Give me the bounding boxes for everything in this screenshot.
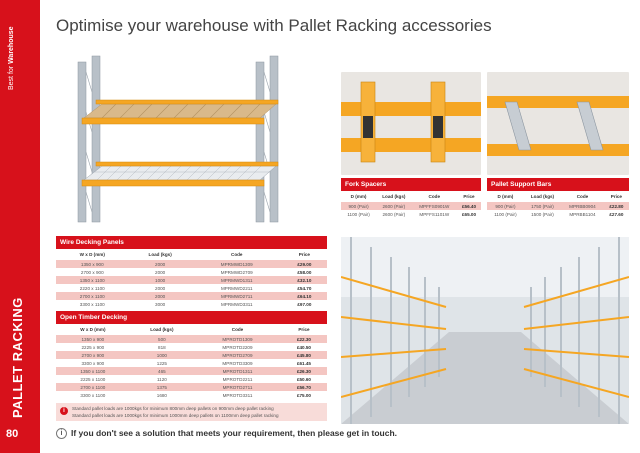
table-row: 1350 x 1100 1000 MPRMWD1311 £32.10 [56,276,327,284]
column-header: D (mm) [341,191,376,202]
note-line: Standard pallet loads are 1000kgs for minimum 1000mm deep pallets on 1100mm deep pallet racking [72,413,279,418]
column-header: Price [457,191,481,202]
sidebar [0,0,40,453]
table-row: 2700 x 1100 2000 MPRMWD2711 £64.10 [56,292,327,300]
table-heading: Wire Decking Panels [56,236,327,249]
column-header: Load (kgs) [130,324,194,335]
column-header: Code [194,324,281,335]
column-header: Price [281,324,327,335]
table-row: 900 (Pair) 2600 (Pair) MPFFS0901W £56.40 [341,202,481,210]
table-row: 2220 x 1100 2000 MPRMWD2211 £54.70 [56,284,327,292]
page-title: Optimise your warehouse with Pallet Racking accessories [56,16,492,35]
column-header: Load (kgs) [376,191,412,202]
table-row: 900 (Pair) 1750 (Pair) MPRBB0904 £22.80 [487,202,629,210]
table-row: 1100 (Pair) 1500 (Pair) MPRBB1104 £27.60 [487,210,629,218]
warehouse-photo [341,237,629,424]
info-icon: i [56,428,67,439]
table-row: 2225 x 1100 1120 MPROTD2211 £50.60 [56,375,327,383]
fork-spacers-photo [341,72,481,175]
support-bars-table [487,178,629,218]
table-row: 1350 x 900 500 MPROTD1309 £22.30 [56,335,327,343]
column-header: D (mm) [487,191,524,202]
table-row: 2700 x 900 1000 MPROTD2709 £45.80 [56,351,327,359]
column-header: Code [192,249,282,260]
best-for-label: Best for Warehouse [8,26,15,90]
column-header: W x D (mm) [56,249,129,260]
table-row: 2225 x 900 818 MPROTD2209 £40.50 [56,343,327,351]
table-row: 1350 x 1100 465 MPROTD1311 £26.30 [56,367,327,375]
column-header: W x D (mm) [56,324,130,335]
column-header: Code [561,191,604,202]
table-row: 3300 x 1100 3000 MPRMWD3311 £97.00 [56,300,327,308]
column-header: Load (kgs) [524,191,561,202]
table-row: 1350 x 900 2000 MPRMWD1309 £29.00 [56,260,327,268]
column-header: Code [412,191,457,202]
table-row: 3300 x 1100 1680 MPROTD3311 £75.00 [56,391,327,399]
timber-decking-table [56,311,327,399]
footer-text: If you don't see a solution that meets your requirement, then please get in touch. [71,428,398,438]
table-heading: Fork Spacers [341,178,481,191]
column-header: Price [604,191,629,202]
table-row: 2700 x 900 2000 MPRMWD2709 £58.00 [56,268,327,276]
table-row: 2700 x 1100 1375 MPROTD2711 £56.70 [56,383,327,391]
racking-illustration [56,52,306,227]
section-title: PALLET RACKING [10,297,25,418]
load-note [56,403,327,421]
info-icon: i [60,407,68,415]
table-row: 1100 (Pair) 2600 (Pair) MPFFS1101W £65.00 [341,210,481,218]
table-row: 3300 x 900 1225 MPROTD3309 £61.45 [56,359,327,367]
column-header: Price [282,249,327,260]
fork-spacers-table [341,178,481,218]
table-heading: Pallet Support Bars [487,178,629,191]
column-header: Load (kgs) [129,249,192,260]
note-line: Standard pallet loads are 1000kgs for minimum 800mm deep pallets on 900mm deep pallet racking [72,406,274,411]
pallet-support-bars-photo [487,72,629,175]
footer-message [56,428,397,439]
table-heading: Open Timber Decking [56,311,327,324]
wire-decking-table [56,236,327,308]
page-number: 80 [6,428,19,440]
